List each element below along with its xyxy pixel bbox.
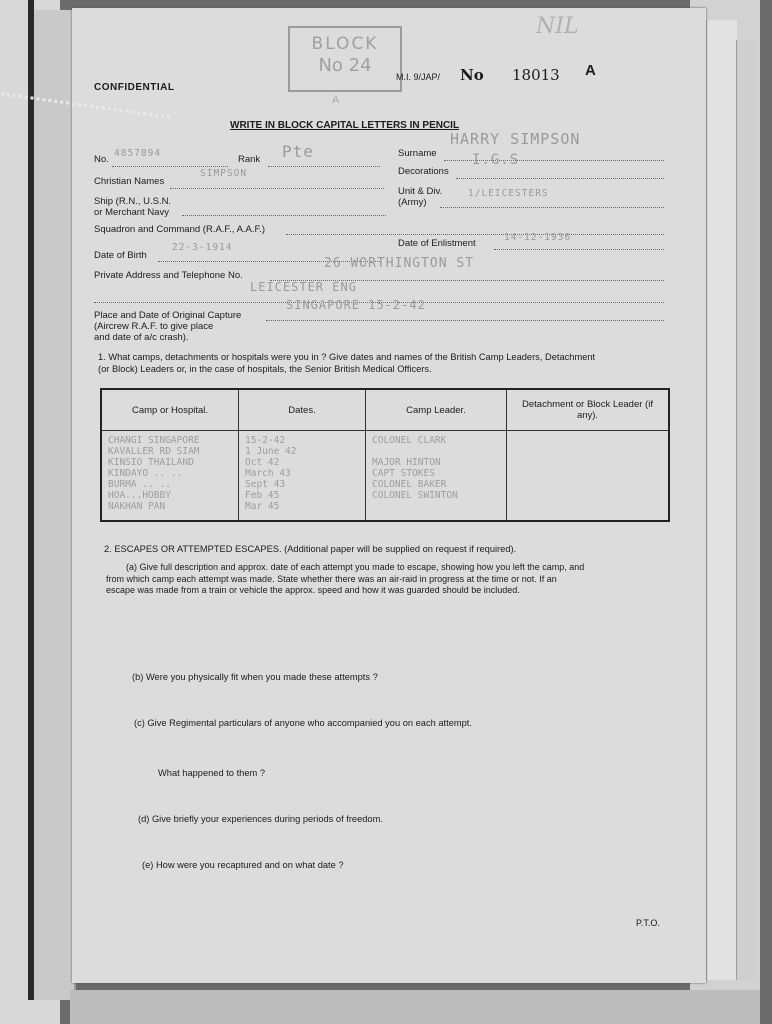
detachment-cell (507, 431, 670, 522)
paper-stack-bottom (70, 990, 760, 1024)
no-label: No. (94, 154, 109, 165)
capture-label: (Aircrew R.A.F. to give place (94, 321, 214, 332)
field-line (266, 320, 664, 321)
christian-names-value: SIMPSON (200, 168, 248, 179)
stamp-line: No 24 (318, 55, 372, 76)
camp-entry: KAVALLER RD SIAM (108, 446, 200, 457)
capture-value: SINGAPORE 15-2-42 (286, 298, 426, 312)
document-page (72, 8, 706, 983)
handwritten-note: NIL (536, 14, 579, 39)
camp-cell (101, 431, 239, 522)
unit-label: (Army) (398, 197, 427, 208)
capture-label: and date of a/c crash). (94, 332, 189, 343)
service-number-value: 4857894 (114, 148, 162, 159)
rank-value: Pte (282, 142, 314, 161)
unit-value: 1/LEICESTERS (468, 188, 549, 199)
confidential-label: CONFIDENTIAL (94, 82, 175, 93)
question-2a (106, 562, 686, 597)
question-text: (a) Give full description and approx. date of each attempt you made to escape, showing how you left the camp, and (126, 562, 585, 572)
date-entry: 15-2-42 (245, 435, 286, 446)
enlistment-value: 14-12-1936 (504, 232, 572, 243)
question-2c: (c) Give Regimental particulars of anyone who accompanied you on each attempt. (134, 718, 472, 728)
camps-table (100, 388, 670, 522)
question-2c-followup: What happened to them ? (158, 768, 265, 778)
question-text: from which camp each attempt was made. State whether there was an air-raid in progress at the time or not. If an (106, 573, 557, 584)
stamp-subletter: A (332, 94, 340, 106)
leader-cell (366, 431, 507, 522)
reference-code: M.I. 9/JAP/ (396, 72, 441, 82)
question-text: (or Block) Leaders or, in the case of hospitals, the Senior British Medical Officers. (98, 363, 432, 374)
dob-label: Date of Birth (94, 250, 147, 261)
address-value: 26 WORTHINGTON ST (324, 256, 475, 271)
binder-spine (34, 10, 76, 1000)
address-label: Private Address and Telephone No. (94, 270, 243, 281)
paper-stack-sheet (706, 20, 737, 980)
stamp-line: BLOCK (311, 34, 379, 54)
date-entry: Oct 42 (245, 457, 280, 468)
christian-names-label: Christian Names (94, 176, 165, 187)
field-line (268, 166, 380, 167)
date-entry: March 43 (245, 468, 291, 479)
number-label: No (460, 66, 484, 84)
paper-stack-sheet (736, 40, 757, 980)
date-entry: Mar 45 (245, 501, 280, 512)
leader-entry: COLONEL CLARK (372, 435, 447, 446)
leader-entry: MAJOR HINTON (372, 457, 441, 468)
question-2b: (b) Were you physically fit when you made these attempts ? (132, 672, 378, 682)
dob-value: 22-3-1914 (172, 242, 233, 253)
rank-label: Rank (238, 154, 261, 165)
field-line (456, 178, 664, 179)
question-text: escape was made from a train or vehicle the approx. speed and how it was guarded should be included. (106, 585, 520, 595)
field-line (182, 215, 386, 216)
field-line (112, 166, 228, 167)
decorations-label: Decorations (398, 166, 449, 177)
document-letter: A (585, 62, 596, 79)
unit-label: Unit & Div. (398, 186, 443, 197)
instruction-heading: WRITE IN BLOCK CAPITAL LETTERS IN PENCIL (230, 120, 460, 131)
table-header-row (101, 389, 669, 431)
capture-label: Place and Date of Original Capture (94, 310, 242, 321)
surname-value: HARRY SIMPSON (450, 130, 581, 148)
column-header: Dates. (239, 389, 366, 431)
question-2-title: 2. ESCAPES OR ATTEMPTED ESCAPES. (Additional paper will be supplied on request if required). (104, 544, 517, 554)
question-1 (98, 352, 688, 375)
camp-entry: BURMA .. .. (108, 479, 171, 490)
address-value: LEICESTER ENG (250, 280, 357, 294)
field-line (170, 188, 384, 189)
leader-entry: COLONEL BAKER (372, 479, 447, 490)
column-header: Camp Leader. (366, 389, 507, 431)
camp-entry: KINDAYO .. .. (108, 468, 183, 479)
field-line (440, 207, 664, 208)
field-line (494, 249, 664, 250)
question-2d: (d) Give briefly your experiences during periods of freedom. (138, 814, 383, 824)
table-row (101, 431, 669, 522)
camp-entry: CHANGI SINGAPORE (108, 435, 200, 446)
leader-entry: CAPT STOKES (372, 468, 435, 479)
leader-entry (372, 446, 500, 457)
camp-entry: HOA...HOBBY (108, 490, 171, 501)
decorations-value: I.G.S (472, 152, 520, 168)
date-entry: Sept 43 (245, 479, 286, 490)
question-text: 1. What camps, detachments or hospitals were you in ? Give dates and names of the British Camp Leaders, Detachment (98, 352, 596, 362)
ship-label: Ship (R.N., U.S.N. (94, 196, 172, 207)
pto-label: P.T.O. (636, 918, 660, 928)
column-header: Camp or Hospital. (101, 389, 239, 431)
camp-entry: KINSIO THAILAND (108, 457, 194, 468)
question-2e: (e) How were you recaptured and on what date ? (142, 860, 344, 870)
document-number: 18013 (512, 66, 560, 84)
dates-cell (239, 431, 366, 522)
date-entry: Feb 45 (245, 490, 280, 501)
camp-entry: NAKHAN PAN (108, 501, 166, 512)
leader-entry: COLONEL SWINTON (372, 490, 458, 501)
field-line (286, 234, 664, 235)
enlistment-label: Date of Enlistment (398, 238, 476, 249)
binder-edge (28, 0, 34, 1000)
squadron-label: Squadron and Command (R.A.F., A.A.F.) (94, 224, 266, 235)
ship-label: or Merchant Navy (94, 207, 169, 218)
column-header: Detachment or Block Leader (if any). (507, 389, 670, 431)
surname-label: Surname (398, 148, 437, 159)
block-stamp (288, 26, 402, 92)
date-entry: 1 June 42 (245, 446, 297, 457)
